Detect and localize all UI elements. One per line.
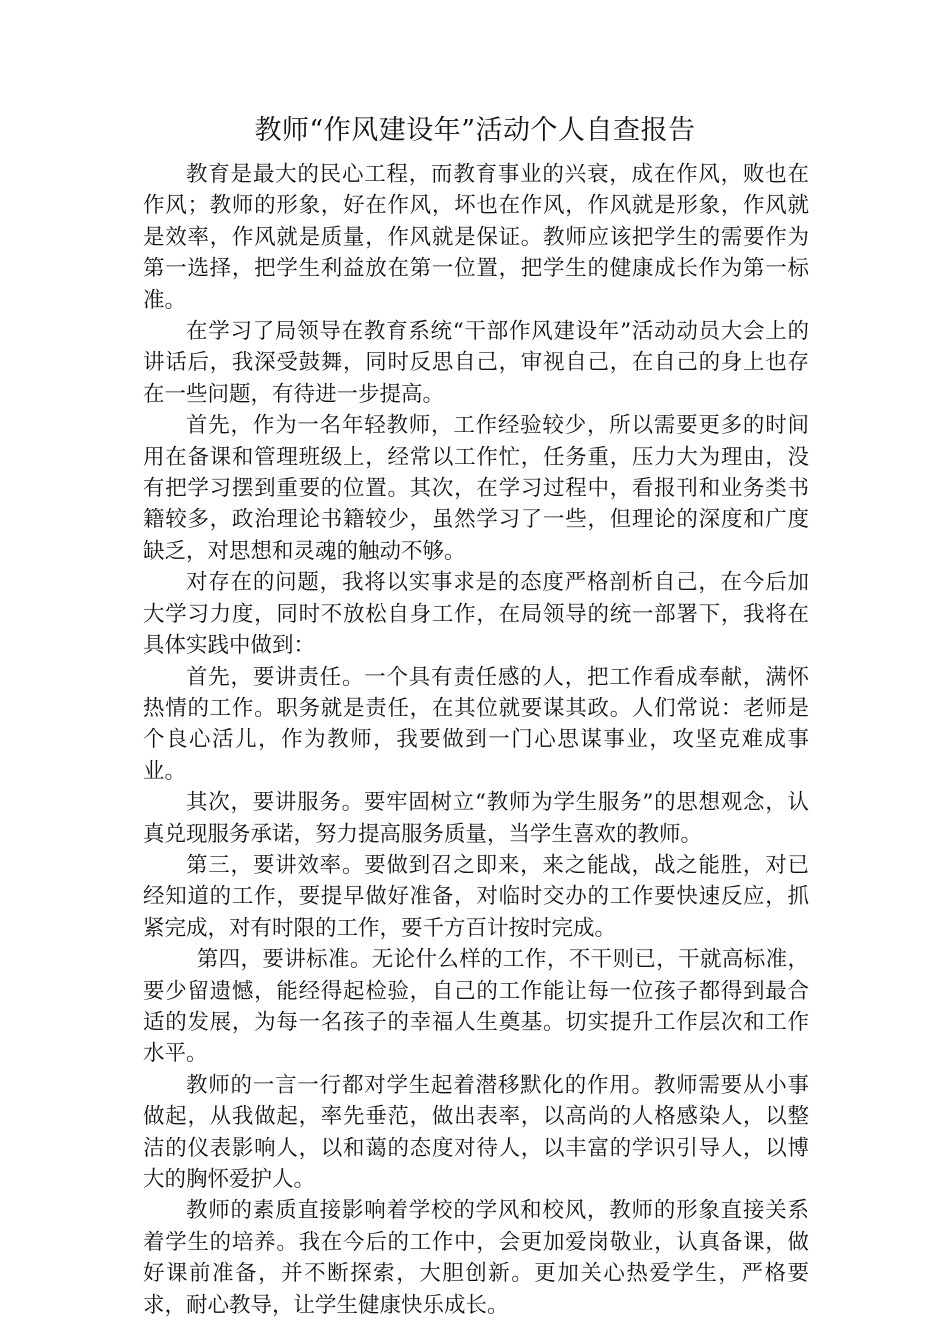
paragraph: 第三，要讲效率。要做到召之即来，来之能战，战之能胜，对已经知道的工作，要提早做好准备，对临时交办的工作要快速反应，抓紧完成，对有时限的工作，要千方百计按时完成。 (143, 852, 809, 941)
paragraph: 对存在的问题，我将以实事求是的态度严格剖析自己，在今后加大学习力度，同时不放松自身工作，在局领导的统一部署下，我将在具体实践中做到： (143, 570, 809, 659)
paragraph: 首先，要讲责任。一个具有责任感的人，把工作看成奉献，满怀热情的工作。职务就是责任，在其位就要谋其政。人们常说：老师是个良心活儿，作为教师，我要做到一门心思谋事业，攻坚克难成事业。 (143, 664, 809, 784)
paragraph: 其次，要讲服务。要牢固树立“教师为学生服务”的思想观念，认真兑现服务承诺，努力提高服务质量，当学生喜欢的教师。 (143, 790, 809, 847)
document-body (143, 159, 809, 1321)
paragraph: 第四，要讲标准。无论什么样的工作，不干则已，干就高标准，要少留遗憾，能经得起检验，自己的工作能让每一位孩子都得到最合适的发展，为每一名孩子的幸福人生奠基。切实提升工作层次和工作水平。 (143, 947, 809, 1067)
paragraph: 首先，作为一名年轻教师，工作经验较少，所以需要更多的时间用在备课和管理班级上，经常以工作忙，任务重，压力大为理由，没有把学习摆到重要的位置。其次，在学习过程中，看报刊和业务类书籍较多，政治理论书籍较少，虽然学习了一些，但理论的深度和广度缺乏，对思想和灵魂的触动不够。 (143, 413, 809, 564)
paragraph: 教育是最大的民心工程，而教育事业的兴衰，成在作风，败也在作风；教师的形象，好在作风，坏也在作风，作风就是形象，作风就是效率，作风就是质量，作风就是保证。教师应该把学生的需要作为第一选择，把学生利益放在第一位置，把学生的健康成长作为第一标准。 (143, 162, 809, 313)
document-title: 教师“作风建设年”活动个人自查报告 (254, 115, 696, 146)
paragraph: 教师的素质直接影响着学校的学风和校风，教师的形象直接关系着学生的培养。我在今后的工作中，会更加爱岗敬业，认真备课，做好课前准备，并不断探索，大胆创新。更加关心热爱学生，严格要求，耐心教导，让学生健康快乐成长。 (143, 1198, 809, 1318)
paragraph: 教师的一言一行都对学生起着潜移默化的作用。教师需要从小事做起，从我做起，率先垂范，做出表率，以高尚的人格感染人，以整洁的仪表影响人，以和蔼的态度对待人，以丰富的学识引导人，以博大的胸怀爱护人。 (143, 1072, 809, 1192)
paragraph: 在学习了局领导在教育系统“干部作风建设年”活动动员大会上的讲话后，我深受鼓舞，同时反思自己，审视自己，在自己的身上也存在一些问题，有待进一步提高。 (143, 319, 809, 407)
